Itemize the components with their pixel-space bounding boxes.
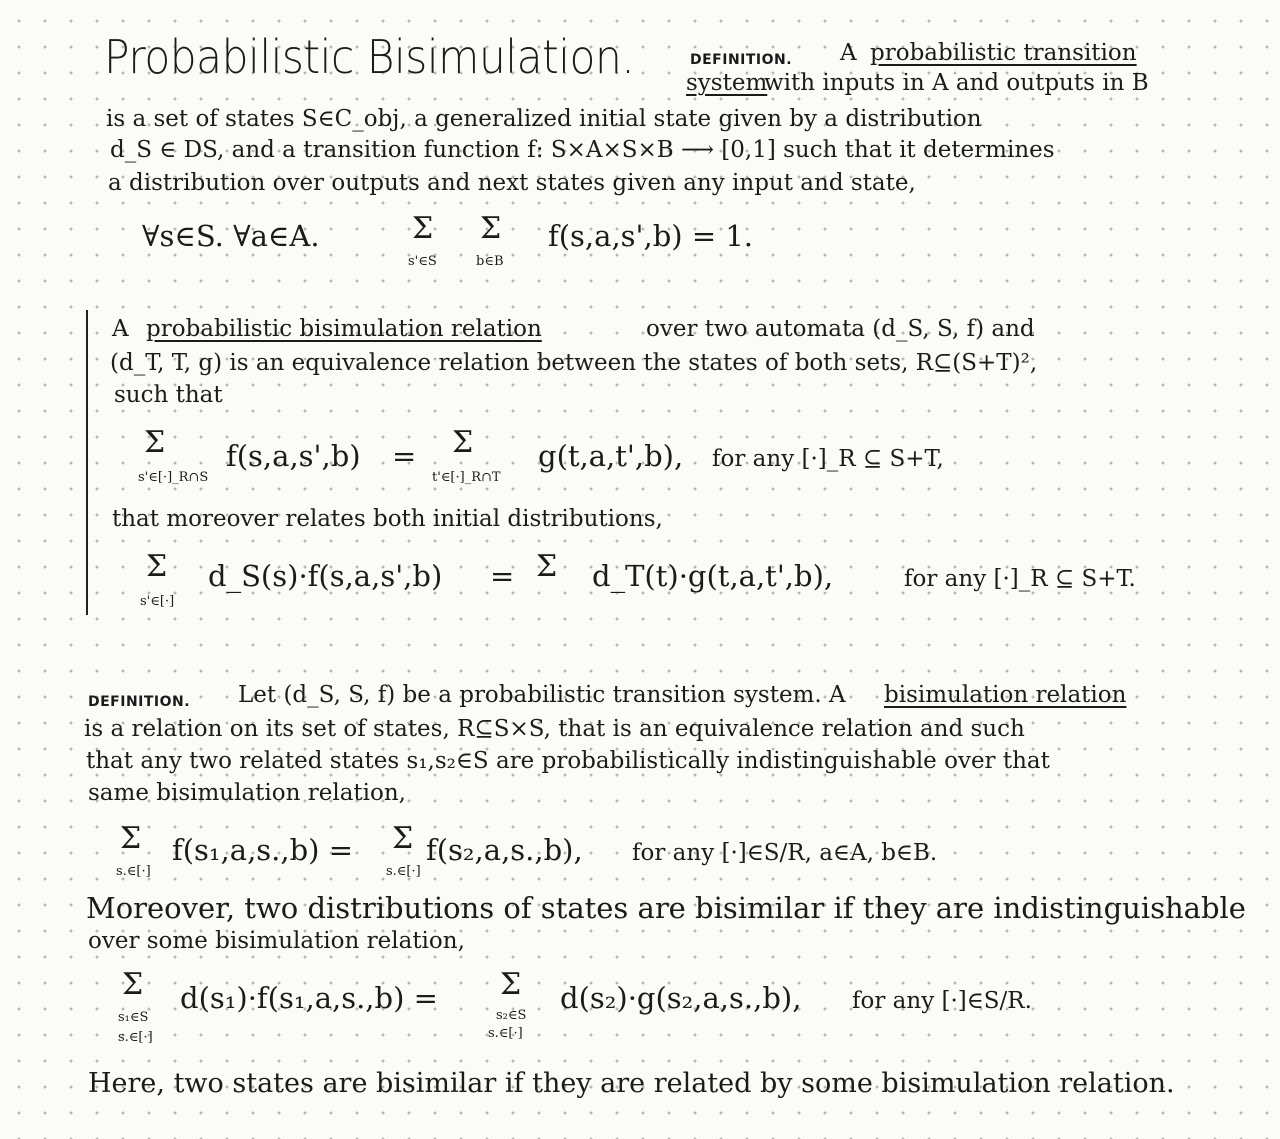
sum-subscript: s'∈S [408,254,437,269]
formula: f(s₁,a,s.,b) = [172,833,353,867]
margin-bar [86,310,88,615]
formula: d_S(s)·f(s,a,s',b) [208,559,443,593]
formula: d(s₁)·f(s₁,a,s.,b) = [180,981,438,1015]
sum-subscript: s₂∈S [496,1008,527,1023]
relation-text: such that [114,382,223,408]
sum-symbol: Σ [452,425,474,460]
sum-subscript: t'∈[·]_R∩T [432,470,501,485]
formula: f(s,a,s',b) = 1. [548,219,754,253]
defined-term: system [686,70,768,96]
page-title: Probabilistic Bisimulation. [104,30,635,84]
sum-symbol: Σ [146,549,168,584]
formula: g(t,a,t',b), [538,439,684,473]
formula-condition: for any [·]_R ⊆ S+T. [904,566,1136,592]
defined-term: probabilistic bisimulation relation [146,316,542,342]
definition-text: over some bisimulation relation, [88,928,465,954]
closing-statement: Here, two states are bisimilar if they are related by some bisimulation relation. [88,1068,1175,1099]
sum-subscript: b∈B [476,254,504,269]
definition-text: with inputs in A and outputs in B [764,70,1149,96]
formula: f(s₂,a,s.,b), [426,833,583,867]
formula-condition: for any [·]∈S/R, a∈A, b∈B. [632,840,938,866]
sum-subscript: s'∈[·]_R∩S [138,470,209,485]
sum-symbol: Σ [536,549,558,584]
definition-text: a distribution over outputs and next states given any input and state, [108,170,916,196]
sum-subscript: s₁∈S [118,1010,149,1025]
formula: = [490,559,515,593]
formula: f(s,a,s',b) [226,439,361,473]
relation-text: A [112,316,129,342]
sum-symbol: Σ [392,821,414,856]
defined-term: bisimulation relation [884,682,1127,708]
definition-text: Moreover, two distributions of states are bisimilar if they are indistinguishable [86,891,1246,925]
definition-text: same bisimulation relation, [88,780,406,806]
definition-label: DEFINITION. [88,694,191,710]
definition-text: Let (d_S, S, f) be a probabilistic transition system. A [238,682,846,708]
formula: d(s₂)·g(s₂,a,s.,b), [560,981,802,1015]
definition-text: d_S ∈ DS, and a transition function f: S×A×S×B ⟶ [0,1] such that it determines [110,137,1055,163]
formula-condition: for any [·]∈S/R. [852,988,1032,1014]
definition-text: is a set of states S∈C_obj, a generalized initial state given by a distribution [106,106,982,132]
definition-text: is a relation on its set of states, R⊆S×S, that is an equivalence relation and such [84,716,1025,742]
sum-symbol: Σ [144,425,166,460]
definition-text: A [840,40,857,66]
formula: ∀s∈S. ∀a∈A. [142,219,320,253]
sum-subscript: s.∈[·] [116,864,151,879]
sum-subscript: s'∈[·] [140,594,175,609]
sum-symbol: Σ [480,211,502,246]
defined-term: probabilistic transition [870,40,1137,66]
sum-symbol: Σ [120,821,142,856]
formula-condition: for any [·]_R ⊆ S+T, [712,446,944,472]
sum-symbol: Σ [122,967,144,1002]
relation-text: that moreover relates both initial distributions, [112,506,663,532]
definition-label: DEFINITION. [690,52,793,68]
sum-symbol: Σ [500,967,522,1002]
formula: d_T(t)·g(t,a,t',b), [592,559,834,593]
relation-text: over two automata (d_S, S, f) and [646,316,1035,342]
definition-text: that any two related states s₁,s₂∈S are probabilistically indistinguishable over that [86,748,1050,774]
sum-subscript: s.∈[·] [386,864,421,879]
relation-text: (d_T, T, g) is an equivalence relation between the states of both sets, R⊆(S+T)², [110,350,1038,376]
sum-symbol: Σ [412,211,434,246]
sum-subscript: s.∈[·] [488,1026,523,1041]
sum-subscript: s.∈[·] [118,1030,153,1045]
formula: = [392,439,417,473]
